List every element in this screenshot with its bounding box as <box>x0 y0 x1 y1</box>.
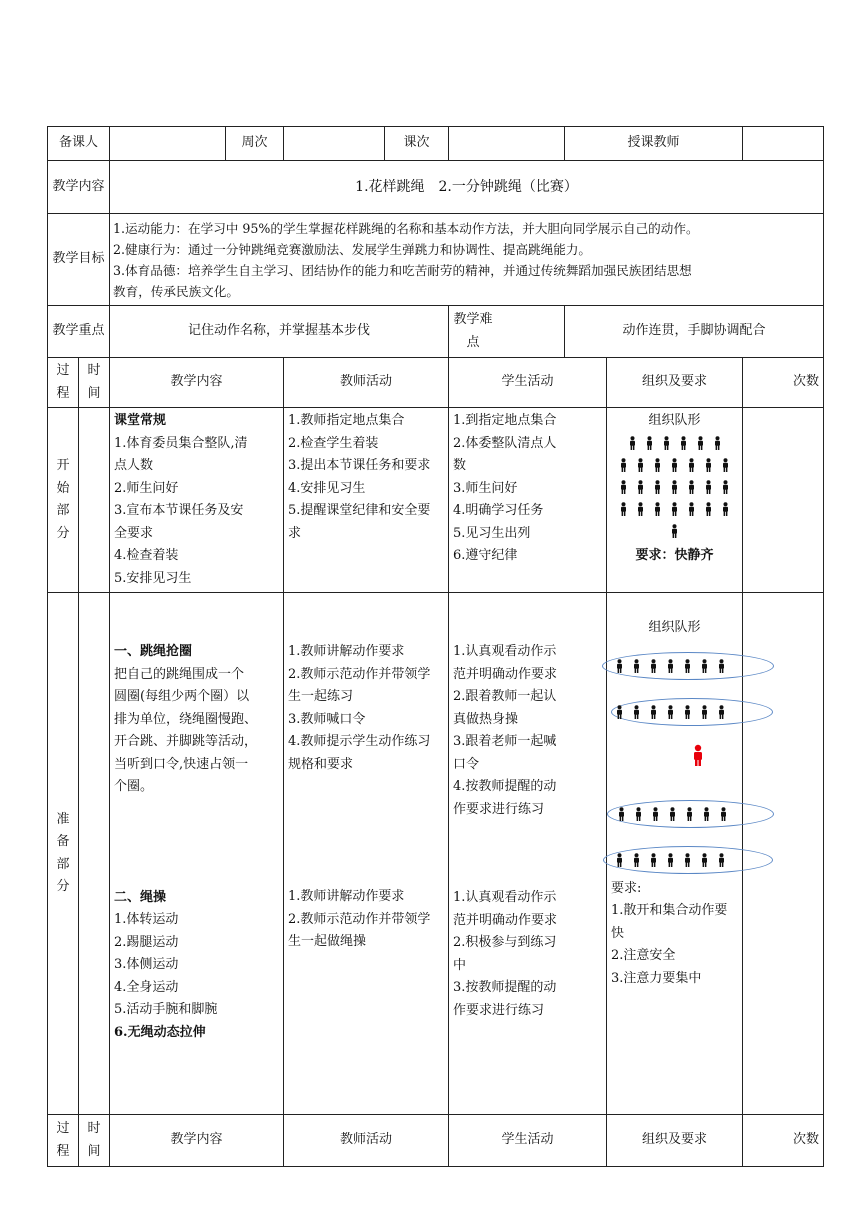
teacher-figure-area <box>607 730 742 800</box>
student-figure-icon <box>662 436 671 450</box>
prep-part1-line: 圆圈(每组少两个圈）以 <box>114 689 250 704</box>
student-figure-icon <box>687 458 696 472</box>
rope-circle-row <box>607 698 742 730</box>
student-figure-icon <box>634 807 643 821</box>
col-count-cell <box>743 358 824 408</box>
prep-student <box>449 593 607 1115</box>
prep-org-req-label: 要求: <box>611 880 642 896</box>
teacher-value <box>743 127 824 161</box>
student-figure-icon <box>619 480 628 494</box>
start-content-title: 课堂常规 <box>114 413 167 428</box>
student-figure-icon <box>687 502 696 516</box>
prep-student-line: 范并明确动作要求 <box>453 666 558 682</box>
student-figure-icon <box>632 659 641 673</box>
student-figure-icon <box>700 853 709 867</box>
student-figure-icon <box>653 458 662 472</box>
prep-student-line: 范并明确动作要求 <box>453 912 558 928</box>
col-content: 教学内容 <box>110 1115 284 1167</box>
prep-part1-line: 当听到口令,快速占领一 <box>114 756 249 772</box>
lesson-no-label: 课次 <box>385 127 449 161</box>
start-process-label: 开始部分 <box>48 408 79 593</box>
prep-student-line: 4.按教师提醒的动 <box>453 779 557 794</box>
prep-org-title: 组织队形 <box>648 620 701 635</box>
student-figure-icon <box>636 480 645 494</box>
goal-line: 1.运动能力：在学习中 95%的学生掌握花样跳绳的名称和基本动作方法，并大胆向同学展示自己的动作。 <box>113 220 699 236</box>
prep-student-line: 口令 <box>453 756 480 772</box>
column-header-row-repeat <box>48 1115 824 1167</box>
start-content-line: 点人数 <box>114 458 154 473</box>
prep-process-label: 准备部分 <box>48 593 79 1115</box>
circle-group <box>603 850 738 873</box>
student-figure-icon <box>619 502 628 516</box>
prep-org-req-line: 1.散开和集合动作要快 <box>611 903 728 941</box>
key-points-row <box>48 306 824 358</box>
student-figure-icon <box>651 807 660 821</box>
student-figure-icon <box>617 807 626 821</box>
start-content-line: 1.体育委员集合整队,清 <box>114 435 248 451</box>
student-figure-icon <box>653 502 662 516</box>
student-figure-icon <box>670 502 679 516</box>
col-count-cell <box>743 1115 824 1167</box>
student-figure-icon <box>632 705 641 719</box>
student-figure-icon <box>649 705 658 719</box>
col-org: 组织及要求 <box>607 1115 743 1167</box>
prep-part2-last: 6.无绳动态拉伸 <box>114 1024 206 1040</box>
start-student-line: 4.明确学习任务 <box>453 503 544 518</box>
goal-line: 2.健康行为：通过一分钟跳绳竞赛激励法、发展学生弹跳力和协调性、提高跳绳能力。 <box>113 241 592 257</box>
prep-teacher <box>284 593 449 1115</box>
student-figure-icon <box>632 853 641 867</box>
goals-row <box>48 214 824 306</box>
student-figure-icon <box>687 480 696 494</box>
student-figure-icon <box>615 853 624 867</box>
start-teacher-line: 求 <box>288 525 302 541</box>
prep-teacher-line: 生一起做绳操 <box>288 934 367 949</box>
prep-teacher-line: 4.教师提示学生动作练习 <box>288 734 431 749</box>
col-student: 学生活动 <box>449 358 607 408</box>
prep-part1-line: 个圈。 <box>114 779 154 794</box>
start-student <box>449 408 607 593</box>
formation-row <box>607 433 742 455</box>
prep-part2-line: 5.活动手腕和脚腕 <box>114 1002 218 1017</box>
difficulty-label-cell <box>449 306 565 358</box>
week-value <box>284 127 385 161</box>
start-content-line: 5.安排见习生 <box>114 570 192 586</box>
start-teacher-line: 1.教师指定地点集合 <box>288 413 405 428</box>
prep-part2-line: 3.体侧运动 <box>114 957 179 972</box>
start-teacher-line: 4.安排见习生 <box>288 480 366 496</box>
student-figure-icon <box>645 436 654 450</box>
student-figure-icon <box>721 458 730 472</box>
start-student-line: 2.体委整队清点人 <box>453 435 557 451</box>
prep-teacher-line: 2.教师示范动作并带领学 <box>288 666 431 682</box>
student-figure-icon <box>670 458 679 472</box>
prep-student-line: 真做热身操 <box>453 711 519 727</box>
start-student-line: 数 <box>453 458 467 473</box>
student-figure-icon <box>636 502 645 516</box>
start-teacher-line: 5.提醒课堂纪律和安全要 <box>288 503 431 518</box>
key-label: 教学重点 <box>48 306 110 358</box>
difficulty-text: 动作连贯，手脚协调配合 <box>565 306 824 358</box>
prep-content <box>110 593 284 1115</box>
start-count <box>743 408 824 593</box>
student-figure-icon <box>668 807 677 821</box>
start-content-line: 全要求 <box>114 525 154 541</box>
teacher-label: 授课教师 <box>565 127 743 161</box>
prep-student-line: 中 <box>453 957 467 973</box>
formation-leader-row <box>607 521 742 543</box>
formation-row <box>607 477 742 499</box>
col-student: 学生活动 <box>449 1115 607 1167</box>
student-figure-icon <box>683 853 692 867</box>
prep-section-row <box>48 593 824 1115</box>
content-text: 1.花样跳绳 2.一分钟跳绳（比赛） <box>110 161 824 214</box>
goal-line: 3.体育品德：培养学生自主学习、团结协作的能力和吃苦耐劳的精神，并通过传统舞蹈加强民族团结思想 <box>113 262 692 278</box>
start-teacher-line: 2.检查学生着装 <box>288 435 379 451</box>
col-process: 过程 <box>48 358 79 408</box>
student-figure-icon <box>670 524 679 538</box>
start-student-line: 6.遵守纪律 <box>453 548 518 563</box>
col-content: 教学内容 <box>110 358 284 408</box>
prep-part1-line: 开合跳、并脚跳等活动， <box>114 734 258 749</box>
teacher-figure-icon <box>691 744 705 766</box>
lesson-plan-table <box>47 126 824 1167</box>
student-figure-icon <box>719 807 728 821</box>
prep-part1-title: 一、跳绳抢圈 <box>114 644 193 659</box>
key-text: 记住动作名称，并掌握基本步伐 <box>110 306 449 358</box>
prep-part1-line: 把自己的跳绳围成一个 <box>114 666 245 682</box>
col-process: 过程 <box>48 1115 79 1167</box>
student-figure-icon <box>653 480 662 494</box>
circle-group <box>603 702 738 725</box>
student-figure-icon <box>721 480 730 494</box>
lesson-plan-sheet <box>47 126 823 1167</box>
student-figure-icon <box>670 480 679 494</box>
start-formation <box>607 433 742 543</box>
student-figure-icon <box>704 502 713 516</box>
start-student-line: 3.师生问好 <box>453 480 518 496</box>
circle-group <box>605 804 740 827</box>
start-time <box>79 408 110 593</box>
start-teacher <box>284 408 449 593</box>
student-figure-icon <box>700 659 709 673</box>
start-content <box>110 408 284 593</box>
formation-row <box>607 455 742 477</box>
prep-teacher-line: 生一起练习 <box>288 689 354 704</box>
prep-org <box>607 593 743 1115</box>
prep-teacher-line: 3.教师喊口令 <box>288 711 366 727</box>
week-label: 周次 <box>226 127 284 161</box>
prep-org-req-line: 2.注意安全 <box>611 948 676 963</box>
student-figure-icon <box>717 705 726 719</box>
content-label: 教学内容 <box>48 161 110 214</box>
col-time: 时间 <box>79 1115 110 1167</box>
student-figure-icon <box>704 480 713 494</box>
start-org-requirement: 要求：快静齐 <box>635 547 714 563</box>
prep-time <box>79 593 110 1115</box>
prep-student-line: 3.按教师提醒的动 <box>453 980 557 995</box>
student-figure-icon <box>666 853 675 867</box>
start-content-line: 2.师生问好 <box>114 480 179 496</box>
student-figure-icon <box>717 853 726 867</box>
rope-circle-row <box>607 846 742 878</box>
student-figure-icon <box>649 659 658 673</box>
col-time: 时间 <box>79 358 110 408</box>
student-figure-icon <box>721 502 730 516</box>
student-figure-icon <box>636 458 645 472</box>
prep-part2-line: 1.体转运动 <box>114 912 179 927</box>
start-content-line: 3.宣布本节课任务及安 <box>114 503 244 518</box>
col-teacher: 教师活动 <box>284 1115 449 1167</box>
student-figure-icon <box>619 458 628 472</box>
student-figure-icon <box>685 807 694 821</box>
formation-row <box>607 499 742 521</box>
start-org-title: 组织队形 <box>648 413 701 428</box>
difficulty-label: 教学难点 <box>453 312 493 350</box>
column-header-row <box>48 358 824 408</box>
prep-teacher-line: 2.教师示范动作并带领学 <box>288 911 431 927</box>
start-section-row <box>48 408 824 593</box>
col-org: 组织及要求 <box>607 358 743 408</box>
start-student-line: 5.见习生出列 <box>453 525 531 541</box>
student-figure-icon <box>700 705 709 719</box>
start-teacher-line: 3.提出本节课任务和要求 <box>288 458 431 473</box>
student-figure-icon <box>679 436 688 450</box>
prep-teacher-line: 1.教师讲解动作要求 <box>288 889 405 904</box>
student-figure-icon <box>713 436 722 450</box>
col-count: 次数 <box>793 374 820 390</box>
prep-part1-line: 排为单位，绕绳圈慢跑、 <box>114 711 258 727</box>
student-figure-icon <box>717 659 726 673</box>
student-figure-icon <box>683 705 692 719</box>
student-figure-icon <box>615 659 624 673</box>
prep-teacher-line: 1.教师讲解动作要求 <box>288 644 405 659</box>
rope-circle-row <box>607 652 742 684</box>
prep-org-req-line: 3.注意力要集中 <box>611 970 702 986</box>
start-org <box>607 408 743 593</box>
student-figure-icon <box>615 705 624 719</box>
student-figure-icon <box>683 659 692 673</box>
prep-student-line: 作要求进行练习 <box>453 1002 545 1018</box>
circle-group <box>603 656 738 679</box>
header-row <box>48 127 824 161</box>
col-count: 次数 <box>793 1132 820 1148</box>
preparer-label: 备课人 <box>48 127 110 161</box>
col-teacher: 教师活动 <box>284 358 449 408</box>
student-figure-icon <box>696 436 705 450</box>
prep-teacher-line: 规格和要求 <box>288 756 354 772</box>
start-student-line: 1.到指定地点集合 <box>453 413 557 428</box>
student-figure-icon <box>628 436 637 450</box>
prep-part2-title: 二、绳操 <box>114 889 167 905</box>
content-row <box>48 161 824 214</box>
prep-student-line: 3.跟着老师一起喊 <box>453 734 557 749</box>
student-figure-icon <box>666 659 675 673</box>
goal-line: 教育，传承民族文化。 <box>113 283 239 299</box>
start-content-line: 4.检查着装 <box>114 548 179 563</box>
prep-student-line: 2.积极参与到练习 <box>453 935 557 950</box>
rope-circle-row <box>607 800 742 832</box>
prep-part2-line: 4.全身运动 <box>114 979 179 995</box>
goals-text <box>110 214 824 306</box>
student-figure-icon <box>702 807 711 821</box>
prep-part2-line: 2.踢腿运动 <box>114 934 179 950</box>
lesson-no-value <box>449 127 565 161</box>
student-figure-icon <box>666 705 675 719</box>
student-figure-icon <box>704 458 713 472</box>
prep-student-line: 2.跟着教师一起认 <box>453 689 557 704</box>
goals-label: 教学目标 <box>48 214 110 306</box>
student-figure-icon <box>649 853 658 867</box>
prep-student-line: 作要求进行练习 <box>453 801 545 817</box>
prep-student-line: 1.认真观看动作示 <box>453 644 557 659</box>
preparer-value <box>110 127 226 161</box>
prep-student-line: 1.认真观看动作示 <box>453 890 557 905</box>
